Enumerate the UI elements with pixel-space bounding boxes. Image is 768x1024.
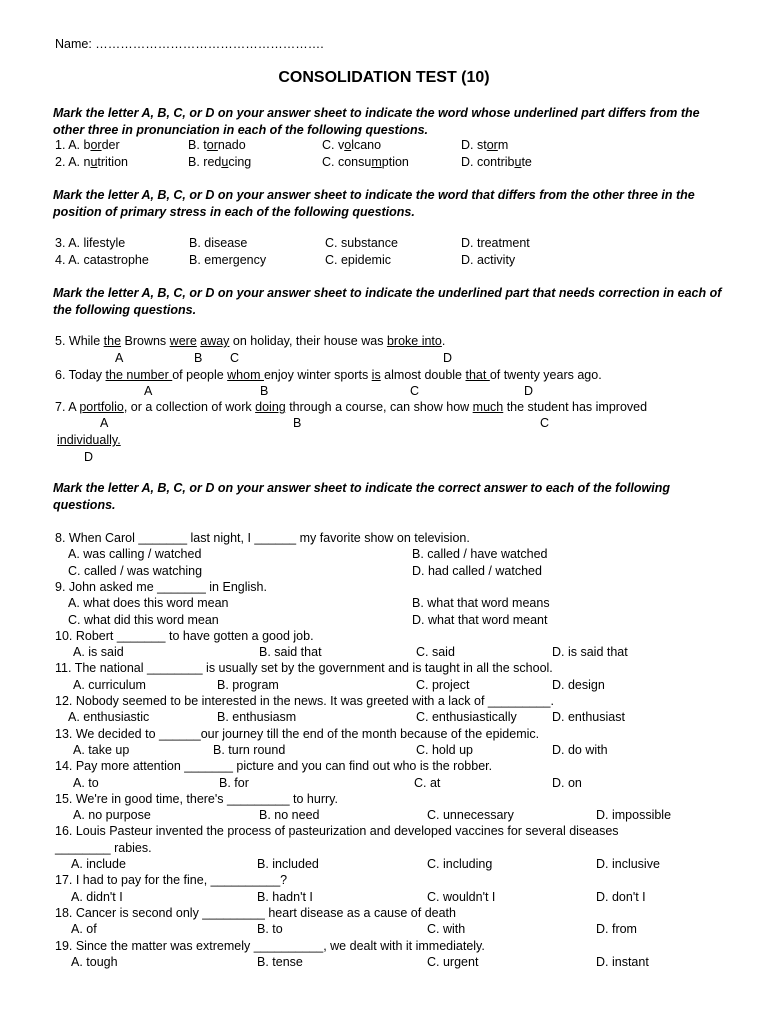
- option-a: A. tough: [71, 954, 118, 969]
- q5-letter-b: B: [194, 351, 203, 365]
- option-c: C. wouldn't I: [427, 889, 496, 904]
- option-b: B. turn round: [213, 742, 286, 757]
- question-stem: 17. I had to pay for the fine, __________?: [55, 873, 288, 888]
- question-stem: 15. We're in good time, there's _________ to hurry.: [55, 791, 338, 806]
- option-d: D. on: [552, 775, 582, 790]
- option-a: A. was calling / watched: [68, 547, 202, 562]
- option-b: B. said that: [259, 645, 322, 660]
- q5-letter-a: A: [115, 351, 124, 365]
- section-2-instruction: Mark the letter A, B, C, or D on your answer sheet to indicate the word that differs from the other three in the position of primary stress in each of the following questions.: [53, 188, 695, 219]
- option-b: B. for: [219, 775, 249, 790]
- option-c: C. project: [416, 677, 470, 692]
- option-d: D. do with: [552, 742, 608, 757]
- question-7: 7. A portfolio, or a collection of work doing through a course, can show how much the student has improved: [55, 400, 648, 414]
- option-d: D. what that word meant: [412, 612, 548, 627]
- q4-option-d: D. activity: [461, 253, 516, 267]
- q7-letter-c: C: [540, 416, 550, 430]
- q1-option-d: D. storm: [461, 138, 509, 152]
- question-stem: 14. Pay more attention _______ picture and you can find out who is the robber.: [55, 759, 493, 774]
- option-b: B. called / have watched: [412, 547, 548, 562]
- option-c: C. unnecessary: [427, 808, 514, 823]
- option-a: A. what does this word mean: [68, 596, 229, 611]
- option-a: A. is said: [73, 645, 124, 660]
- name-line: Name: ……………………………………………….: [55, 37, 324, 51]
- q2-option-c: C. consumption: [322, 155, 409, 169]
- option-b: B. no need: [259, 808, 320, 823]
- option-b: B. tense: [257, 954, 303, 969]
- option-c: C. urgent: [427, 954, 479, 969]
- page-title: CONSOLIDATION TEST (10): [278, 69, 490, 86]
- option-a: A. take up: [73, 742, 130, 757]
- question-5: 5. While the Browns were away on holiday, their house was broke into.: [55, 334, 446, 348]
- option-a: A. include: [71, 857, 126, 871]
- question-stem: 13. We decided to ______our journey till the end of the month because of the epidemic.: [55, 726, 540, 741]
- section-4-instruction: Mark the letter A, B, C, or D on your answer sheet to indicate the correct answer to each of the following questions.: [53, 481, 671, 512]
- question-stem: 16. Louis Pasteur invented the process of pasteurization and developed vaccines for several diseases: [55, 824, 619, 839]
- q6-letter-c: C: [410, 384, 420, 398]
- option-b: B. enthusiasm: [217, 710, 297, 725]
- q7-letter-d: D: [84, 450, 94, 464]
- q1-option-c: C. volcano: [322, 138, 382, 152]
- option-b: B. program: [217, 677, 279, 692]
- option-a: A. didn't I: [71, 889, 123, 904]
- q4-option-b: B. emergency: [189, 253, 267, 267]
- q4-option-c: C. epidemic: [325, 253, 391, 267]
- q1-option-a: 1. A. border: [55, 138, 120, 152]
- option-b: B. included: [257, 857, 319, 871]
- section-3-instruction: Mark the letter A, B, C, or D on your answer sheet to indicate the underlined part that needs correction in each of the following questions.: [53, 286, 722, 317]
- option-a: A. no purpose: [73, 808, 151, 823]
- option-c: C. with: [427, 922, 466, 937]
- q3-option-d: D. treatment: [461, 236, 530, 250]
- q5-letter-d: D: [443, 351, 453, 365]
- q7-continuation: individually.: [57, 433, 121, 447]
- q2-option-d: D. contribute: [461, 155, 532, 169]
- q3-option-b: B. disease: [189, 236, 248, 250]
- option-d: D. inclusive: [596, 857, 660, 871]
- option-a: A. curriculum: [73, 677, 146, 692]
- option-c: C. hold up: [416, 742, 473, 757]
- option-d: D. enthusiast: [552, 710, 625, 725]
- option-a: A. to: [73, 775, 99, 790]
- q2-option-a: 2. A. nutrition: [55, 155, 128, 169]
- option-b: B. what that word means: [412, 596, 550, 611]
- option-a: A. of: [71, 922, 97, 937]
- option-d: D. don't I: [596, 889, 646, 904]
- option-b: B. to: [257, 922, 283, 937]
- question-stem: 12. Nobody seemed to be interested in the news. It was greeted with a lack of _________.: [55, 694, 554, 708]
- q3-option-c: C. substance: [325, 236, 398, 250]
- option-d: D. instant: [596, 954, 649, 969]
- q4-option-a: 4. A. catastrophe: [55, 253, 149, 267]
- question-stem: 11. The national ________ is usually set by the government and is taught in all the school.: [55, 661, 553, 676]
- option-d: D. is said that: [552, 645, 628, 660]
- q7-letter-a: A: [100, 416, 109, 430]
- option-d: D. from: [596, 922, 637, 937]
- option-c: C. called / was watching: [68, 563, 203, 578]
- q5-letter-c: C: [230, 351, 240, 365]
- question-stem: 18. Cancer is second only _________ heart disease as a cause of death: [55, 905, 456, 920]
- option-a: A. enthusiastic: [68, 710, 150, 725]
- q3-option-a: 3. A. lifestyle: [55, 236, 126, 250]
- option-c: C. said: [416, 645, 455, 660]
- question-stem-continued: ________ rabies.: [55, 840, 152, 855]
- question-stem: 19. Since the matter was extremely __________, we dealt with it immediately.: [55, 938, 485, 953]
- q7-letter-b: B: [293, 416, 302, 430]
- question-stem: 9. John asked me _______ in English.: [55, 579, 267, 594]
- q6-letter-b: B: [260, 384, 269, 398]
- option-c: C. enthusiastically: [416, 710, 517, 725]
- q1-option-b: B. tornado: [188, 138, 246, 152]
- section-1-instruction: Mark the letter A, B, C, or D on your answer sheet to indicate the word whose underlined part differs from the other three in pronunciation in each of the following questions.: [53, 106, 700, 137]
- option-d: D. had called / watched: [412, 563, 542, 578]
- option-c: C. at: [414, 775, 441, 790]
- question-stem: 8. When Carol _______ last night, I ______ my favorite show on television.: [55, 531, 470, 545]
- option-c: C. what did this word mean: [68, 612, 219, 627]
- option-c: C. including: [427, 857, 493, 871]
- q6-letter-d: D: [524, 384, 534, 398]
- question-6: 6. Today the number of people whom enjoy winter sports is almost double that of twenty years ago.: [55, 368, 602, 382]
- question-stem: 10. Robert _______ to have gotten a good job.: [55, 628, 314, 643]
- q2-option-b: B. reducing: [188, 155, 252, 169]
- option-d: D. design: [552, 677, 605, 692]
- option-b: B. hadn't I: [257, 889, 313, 904]
- q6-letter-a: A: [144, 384, 153, 398]
- option-d: D. impossible: [596, 808, 672, 823]
